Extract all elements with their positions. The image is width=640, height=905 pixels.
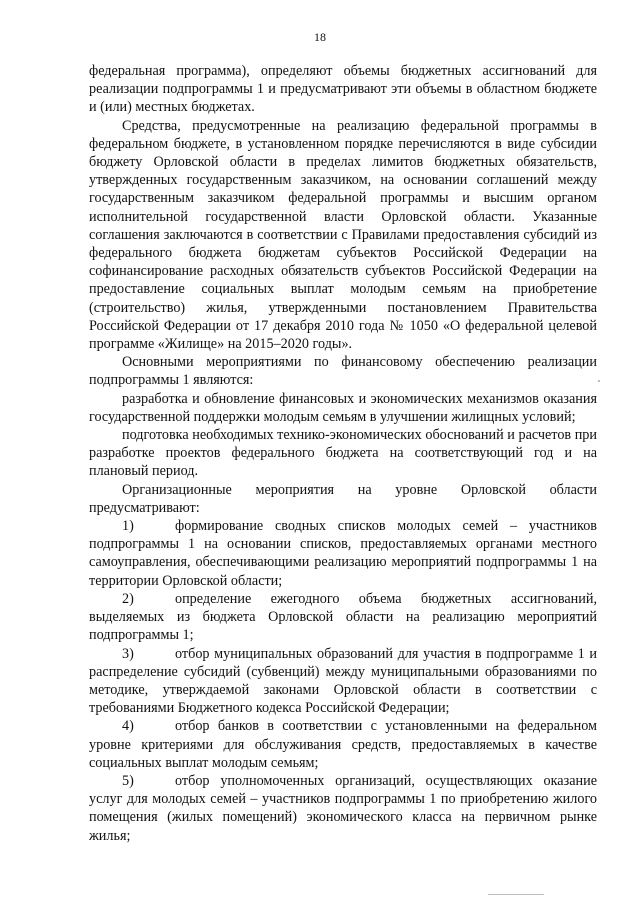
list-item-number: 4) — [122, 718, 134, 735]
list-item — [89, 772, 597, 845]
list-item-text: отбор банков в соответствии с установленными на федеральном уровне критериями для обслуживания средств, предоставляемых в качестве социальных выплат молодым семьям; — [89, 718, 597, 771]
page-number: 18 — [314, 30, 326, 44]
list-item-text: отбор муниципальных образований для участия в подпрограмме 1 и распределение субсидий (субвенций) между муниципальными образованиями по методике, утверждаемой законами Орловской области в соответствии с требованиями Бюджетного кодекса Российской Федерации; — [89, 645, 597, 717]
list-item-text: отбор уполномоченных организаций, осуществляющих оказание услуг для молодых семей – участников подпрограммы 1 по приобретению жилого помещения (жилых помещений) экономического класса на первичном рынке жилья; — [89, 772, 597, 844]
list-item — [89, 590, 597, 645]
list-item-number: 3) — [122, 645, 134, 662]
list-item-number: 5) — [122, 772, 134, 789]
list-item-text: формирование сводных списков молодых семей – участников подпрограммы 1 на основании списков, предоставляемых органами местного самоуправления, обеспечивающими реализацию мероприятий подпрограммы 1 на территории Орловской области; — [89, 518, 597, 589]
list-item — [89, 717, 597, 772]
scan-artifact — [488, 894, 544, 895]
paragraph: подготовка необходимых технико-экономических обоснований и расчетов при разработке проектов федерального бюджета на соответствующий год и на плановый период. — [89, 427, 597, 480]
paragraph: разработка и обновление финансовых и экономических механизмов оказания государственной поддержки молодым семьям в улучшении жилищных условий; — [89, 390, 597, 425]
paragraph: Основными мероприятиями по финансовому обеспечению реализации подпрограммы 1 являются: — [89, 354, 597, 389]
body-text — [89, 62, 597, 845]
list-item — [89, 645, 597, 718]
scan-artifact — [598, 380, 600, 382]
list-item — [89, 517, 597, 590]
paragraph: Организационные мероприятия на уровне Орловской области предусматривают: — [89, 481, 597, 516]
paragraph: федеральная программа), определяют объемы бюджетных ассигнований для реализации подпрограммы 1 и предусматривают эти объемы в областном бюджете и (или) местных бюджетах. — [89, 63, 597, 116]
list-item-text: определение ежегодного объема бюджетных ассигнований, выделяемых из бюджета Орловской области на реализацию мероприятий подпрограммы 1; — [89, 590, 597, 644]
list-item-number: 2) — [122, 590, 134, 607]
list-item-number: 1) — [122, 518, 134, 535]
paragraph: Средства, предусмотренные на реализацию федеральной программы в федеральном бюджете, в установленном порядке перечисляются в виде субсидии бюджету Орловской области в пределах лимитов бюджетных обязательств, утвержденных государственным заказчиком, на основании соглашений между государственным заказчиком федеральной программы и высшим органом исполнительной государственной власти Орловской области. Указанные соглашения заключаются в соответствии с Правилами предоставления субсидий из федерального бюджета бюджетам субъектов Российской Федерации на софинансирование расходных обязательств субъектов Российской Федерации на предоставление социальных выплат молодым семьям на приобретение (строительство) жилья, утвержденными постановлением Правительства Российской Федерации от 17 декабря 2010 года № 1050 «О федеральной целевой программе «Жилище» на 2015–2020 годы». — [89, 117, 597, 353]
